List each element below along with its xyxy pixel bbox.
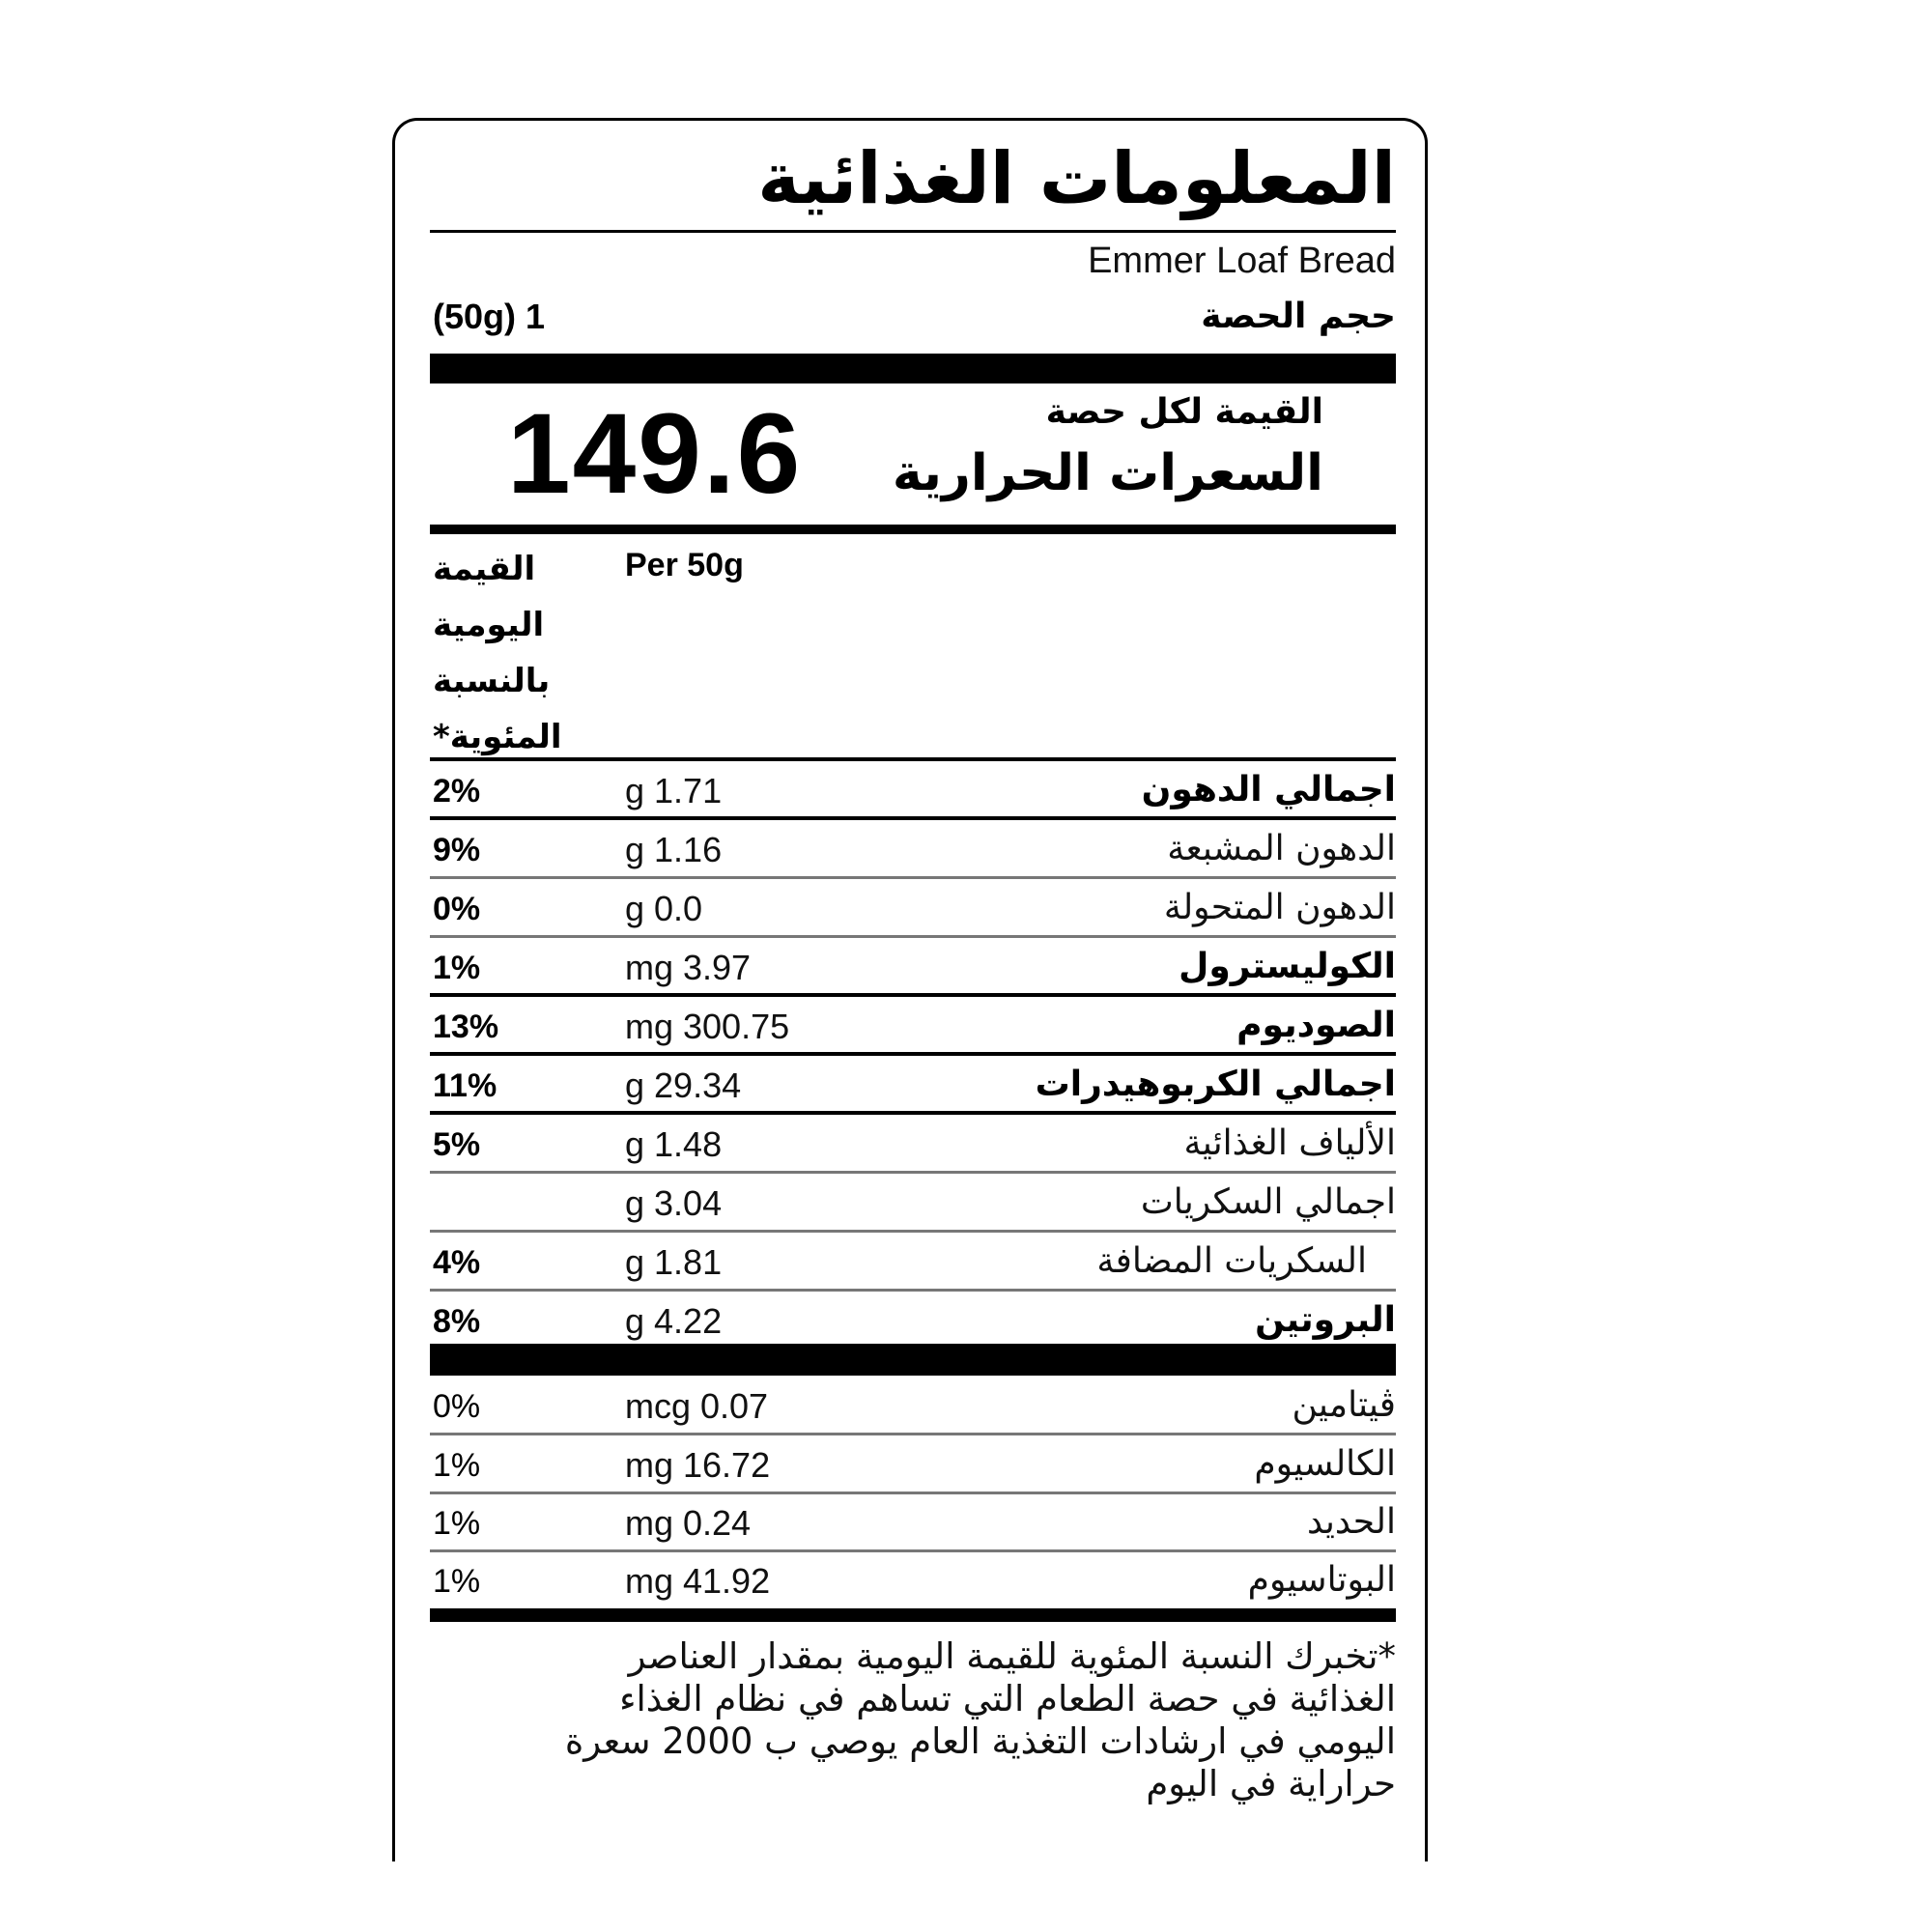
nutrient-name: الحديد (1306, 1502, 1396, 1542)
amount: g 1.71 (625, 771, 723, 810)
nutrient-name: الصوديوم (1236, 1006, 1396, 1045)
daily-value-header-line: بالنسبة (433, 662, 551, 700)
nutrient-name: اجمالي الكربوهيدرات (1035, 1065, 1396, 1104)
amount: g 1.48 (625, 1124, 723, 1164)
daily-value-footnote: *تخبرك النسبة المئوية للقيمة اليومية بمقدار العناصر الغذائية في حصة الطعام التي تساهم في نظام الغذاء اليومي في ارشادات التغذية العام يوصي ب 2000 سعرة حراراية في اليوم (564, 1635, 1396, 1804)
daily-value: 2% (433, 773, 481, 810)
amount: g 29.34 (625, 1065, 742, 1105)
nutrient-name: ڤيتامين (1292, 1385, 1396, 1425)
nutrient-row-vitamin (430, 1377, 1396, 1435)
nutrient-name: الدهون المتحولة (1163, 888, 1396, 927)
amount: g 4.22 (625, 1301, 723, 1341)
nutrient-name: الألياف الغذائية (1183, 1123, 1396, 1163)
nutrient-row-saturated-fat (430, 820, 1396, 879)
nutrient-name: اجمالي الدهون (1141, 770, 1396, 810)
nutrient-row-iron (430, 1493, 1396, 1552)
daily-value-header-line: القيمة (433, 550, 536, 588)
daily-value: 1% (433, 1447, 481, 1484)
nutrient-name: الدهون المشبعة (1167, 829, 1396, 868)
nutrient-row-added-sugars (430, 1233, 1396, 1292)
product-name: Emmer Loaf Bread (1088, 241, 1396, 281)
thick-divider-middle (430, 1344, 1396, 1376)
daily-value: 11% (433, 1067, 497, 1104)
daily-value: 13% (433, 1009, 499, 1045)
amount: mg 0.24 (625, 1503, 752, 1543)
nutrient-row-sodium (430, 997, 1396, 1056)
calories-label: السعرات الحرارية (892, 444, 1323, 502)
nutrient-row-total-fat (430, 761, 1396, 820)
amount: mcg 0.07 (625, 1386, 769, 1426)
daily-value: 1% (433, 1563, 481, 1600)
amount: g 1.81 (625, 1242, 723, 1282)
daily-value: 9% (433, 832, 481, 868)
nutrient-name: اجمالي السكريات (1140, 1182, 1396, 1222)
daily-value: 5% (433, 1126, 481, 1163)
daily-value-header-line: المئوية* (433, 718, 562, 756)
daily-value-header-line: اليومية (433, 606, 545, 644)
per-serving-label: القيمة لكل حصة (1045, 392, 1323, 432)
nutrient-row-total-carbohydrates (430, 1056, 1396, 1115)
amount: mg 300.75 (625, 1007, 790, 1046)
amount: g 1.16 (625, 830, 723, 869)
nutrient-row-calcium (430, 1435, 1396, 1494)
daily-value: 0% (433, 1388, 481, 1425)
label-title: المعلومات الغذائية (757, 137, 1396, 220)
amount: g 3.04 (625, 1183, 723, 1223)
nutrient-row-dietary-fiber (430, 1115, 1396, 1174)
nutrient-row-protein (430, 1292, 1396, 1344)
calories-divider (430, 525, 1396, 534)
daily-value-header (433, 541, 578, 765)
nutrient-row-cholesterol (430, 938, 1396, 997)
nutrient-name: البوتاسيوم (1247, 1560, 1396, 1600)
daily-value: 1% (433, 1505, 481, 1542)
serving-size-value: (50g) 1 (433, 297, 546, 336)
nutrient-row-potassium (430, 1551, 1396, 1607)
amount: g 0.0 (625, 889, 703, 928)
amount: mg 3.97 (625, 948, 752, 987)
amount-header: Per 50g (625, 547, 744, 583)
daily-value: 1% (433, 950, 481, 986)
amount: mg 16.72 (625, 1445, 771, 1485)
nutrient-name: الكوليسترول (1179, 947, 1396, 986)
daily-value: 0% (433, 891, 481, 927)
nutrient-name: الكالسيوم (1254, 1444, 1396, 1484)
thick-divider-top (430, 354, 1396, 384)
thick-divider-bottom (430, 1608, 1396, 1622)
calories-value: 149.6 (507, 390, 803, 518)
nutrient-name: السكريات المضافة (1096, 1241, 1367, 1281)
nutrient-name: البروتين (1255, 1300, 1396, 1340)
daily-value: 4% (433, 1244, 481, 1281)
nutrient-row-trans-fat (430, 879, 1396, 938)
daily-value: 8% (433, 1303, 481, 1340)
nutrient-row-total-sugars (430, 1174, 1396, 1233)
amount: mg 41.92 (625, 1561, 771, 1601)
title-divider (430, 230, 1396, 233)
serving-size-label: حجم الحصة (1201, 297, 1396, 336)
